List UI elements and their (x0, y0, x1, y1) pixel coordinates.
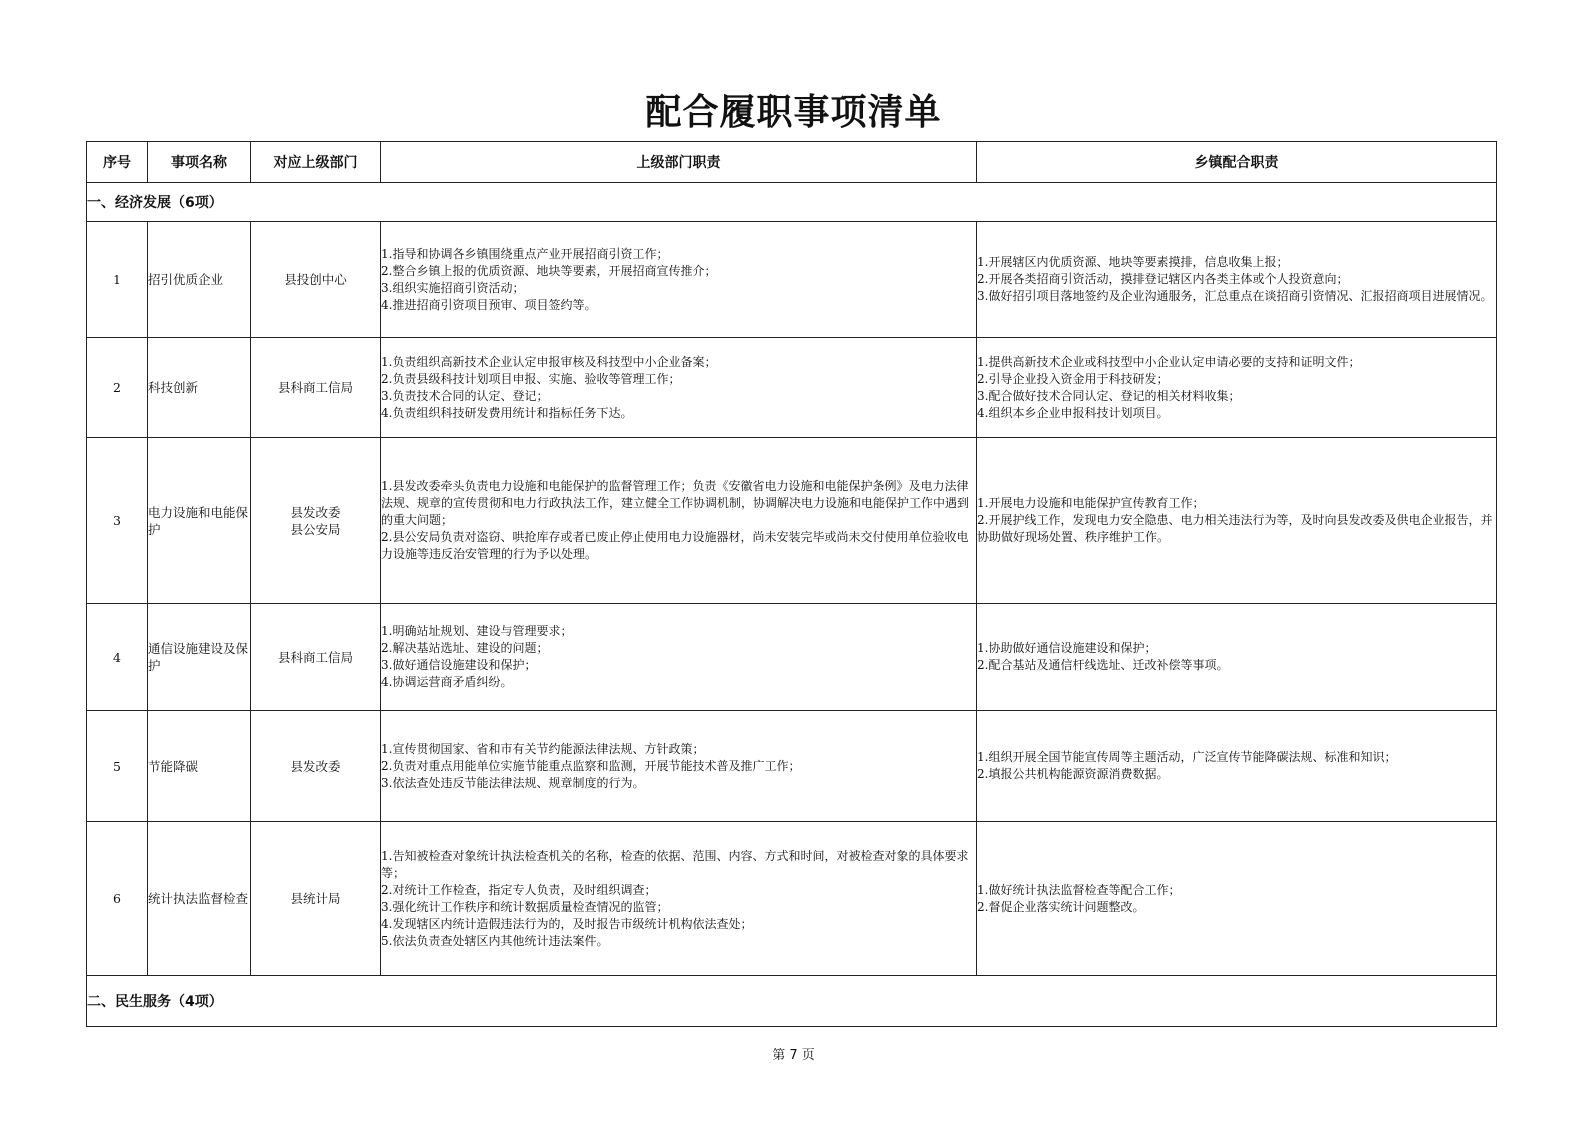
duty-line: 2.对统计工作检查，指定专人负责，及时组织调查； (381, 882, 657, 897)
upper-duty-cell (381, 604, 977, 711)
item-name: 统计执法监督检查 (148, 822, 251, 976)
table-row (87, 438, 1497, 604)
duty-line: 2.督促企业落实统计问题整改。 (977, 899, 1145, 914)
duty-line: 2.开展各类招商引资活动，摸排登记辖区内各类主体或个人投资意向； (977, 272, 1349, 286)
header-dept: 对应上级部门 (251, 142, 381, 183)
table-row (87, 604, 1497, 711)
upper-duty-cell (381, 438, 977, 604)
duty-line: 1.提供高新技术企业或科技型中小企业认定申请必要的支持和证明文件； (977, 354, 1361, 369)
table-row (87, 338, 1497, 438)
duty-line: 5.依法负责查处辖区内其他统计违法案件。 (381, 933, 609, 948)
duty-line: 2.配合基站及通信杆线选址、迁改补偿等事项。 (977, 658, 1229, 672)
duty-line: 1.开展辖区内优质资源、地块等要素摸排，信息收集上报； (977, 255, 1289, 269)
item-department (251, 438, 381, 604)
town-duty-cell (977, 222, 1497, 338)
page-number: 第 7 页 (772, 1048, 815, 1063)
table-row (87, 822, 1497, 976)
town-duty-cell (977, 711, 1497, 822)
table-row (87, 711, 1497, 822)
item-department (251, 822, 381, 976)
duty-line: 1.明确站址规划、建设与管理要求； (381, 624, 573, 638)
department-line: 县科商工信局 (277, 649, 353, 665)
duty-line: 2.整合乡镇上报的优质资源、地块等要素，开展招商宣传推介； (381, 263, 717, 278)
duty-line: 1.指导和协调各乡镇围绕重点产业开展招商引资工作； (381, 246, 669, 261)
item-name: 电力设施和电能保护 (148, 438, 251, 604)
upper-duty-cell (381, 822, 977, 976)
duty-line: 1.协助做好通信设施建设和保护； (977, 641, 1157, 655)
item-number: 3 (87, 438, 148, 604)
item-number: 6 (87, 822, 148, 976)
town-duty-cell (977, 604, 1497, 711)
duty-line: 1.负责组织高新技术企业认定申报审核及科技型中小企业备案； (381, 354, 717, 369)
section-heading: 二、民生服务（4项） (87, 976, 1497, 1027)
table-row (87, 222, 1497, 338)
item-department (251, 711, 381, 822)
department-line: 县发改委 (290, 504, 341, 520)
duty-line: 2.负责县级科技计划项目申报、实施、验收等管理工作； (381, 371, 681, 386)
duty-line: 1.告知被检查对象统计执法检查机关的名称，检查的依据、范围、内容、方式和时间，对被检查对象的具体要求等； (381, 848, 969, 880)
section-row (87, 183, 1497, 222)
duty-line: 2.解决基站选址、建设的问题； (381, 641, 549, 655)
duty-line: 4.协调运营商矛盾纠纷。 (381, 675, 513, 689)
duty-line: 2.开展护线工作，发现电力安全隐患、电力相关违法行为等，及时向县发改委及供电企业报告，并协助做好现场处置、秩序维护工作。 (977, 513, 1493, 544)
duty-line: 2.负责对重点用能单位实施节能重点监察和监测，开展节能技术普及推广工作； (381, 758, 801, 773)
department-line: 县科商工信局 (277, 380, 353, 395)
item-number: 1 (87, 222, 148, 338)
duty-line: 1.县发改委牵头负责电力设施和电能保护的监督管理工作；负责《安徽省电力设施和电能保护条例》及电力法律法规、规章的宣传贯彻和电力行政执法工作，建立健全工作协调机制，协调解决电力设施和电能保护工作中遇到的重大问题； (381, 479, 970, 527)
department-line: 县发改委 (290, 758, 341, 774)
item-department (251, 222, 381, 338)
town-duty-cell (977, 438, 1497, 604)
duty-line: 3.组织实施招商引资活动； (381, 280, 525, 295)
item-number: 2 (87, 338, 148, 438)
duty-line: 3.做好通信设施建设和保护； (381, 658, 537, 672)
duty-line: 2.县公安局负责对盗窃、哄抢库存或者已废止停止使用电力设施器材，尚未安装完毕或尚未交付使用单位验收电力设施等违反治安管理的行为予以处理。 (381, 530, 969, 561)
item-name: 招引优质企业 (148, 222, 251, 338)
header-town-duty: 乡镇配合职责 (977, 142, 1497, 183)
duty-line: 1.做好统计执法监督检查等配合工作； (977, 882, 1181, 897)
duty-line: 3.配合做好技术合同认定、登记的相关材料收集； (977, 388, 1241, 403)
section-heading: 一、经济发展（6项） (87, 183, 1497, 222)
department-line: 县统计局 (290, 891, 341, 906)
upper-duty-cell (381, 711, 977, 822)
item-name: 科技创新 (148, 338, 251, 438)
duty-line: 4.推进招商引资项目预审、项目签约等。 (381, 297, 597, 312)
item-name: 节能降碳 (148, 711, 251, 822)
duty-line: 1.开展电力设施和电能保护宣传教育工作； (977, 496, 1205, 510)
page-title: 配合履职事项清单 (645, 92, 942, 133)
department-line: 县公安局 (290, 521, 341, 537)
item-department (251, 338, 381, 438)
duty-line: 1.宣传贯彻国家、省和市有关节约能源法律法规、方针政策； (381, 741, 705, 756)
header-row (87, 142, 1497, 183)
upper-duty-cell (381, 222, 977, 338)
duty-line: 3.做好招引项目落地签约及企业沟通服务，汇总重点在谈招商引资情况、汇报招商项目进展情况。 (977, 289, 1493, 303)
town-duty-cell (977, 338, 1497, 438)
duty-line: 2.引导企业投入资金用于科技研发； (977, 371, 1169, 386)
duty-line: 4.负责组织科技研发费用统计和指标任务下达。 (381, 405, 633, 420)
duty-line: 4.组织本乡企业申报科技计划项目。 (977, 405, 1169, 420)
upper-duty-cell (381, 338, 977, 438)
header-name: 事项名称 (148, 142, 251, 183)
header-no: 序号 (87, 142, 148, 183)
item-department (251, 604, 381, 711)
duty-line: 3.负责技术合同的认定、登记； (381, 388, 549, 403)
department-line: 县投创中心 (284, 272, 347, 287)
duty-line: 4.发现辖区内统计造假违法行为的，及时报告市级统计机构依法查处； (381, 916, 753, 931)
header-upper-duty: 上级部门职责 (381, 142, 977, 183)
town-duty-cell (977, 822, 1497, 976)
item-name: 通信设施建设及保护 (148, 604, 251, 711)
duty-line: 2.填报公共机构能源资源消费数据。 (977, 767, 1169, 781)
duty-line: 3.依法查处违反节能法律法规、规章制度的行为。 (381, 775, 645, 790)
item-number: 4 (87, 604, 148, 711)
section-row (87, 976, 1497, 1027)
duty-line: 3.强化统计工作秩序和统计数据质量检查情况的监管； (381, 899, 669, 914)
item-number: 5 (87, 711, 148, 822)
table-body (87, 183, 1497, 1027)
duty-line: 1.组织开展全国节能宣传周等主题活动，广泛宣传节能降碳法规、标准和知识； (977, 750, 1397, 764)
duty-table (86, 141, 1497, 1027)
